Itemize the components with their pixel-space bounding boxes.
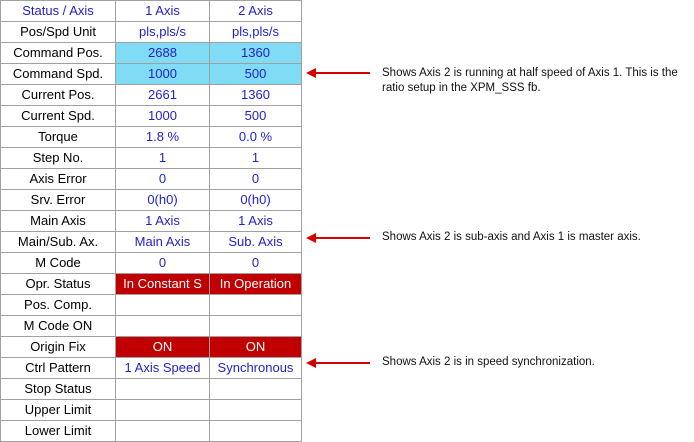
- axis1-value: pls,pls/s: [116, 22, 210, 43]
- axis1-value: 1000: [116, 106, 210, 127]
- table-row: [1, 148, 302, 169]
- axis2-value: 500: [210, 106, 302, 127]
- axis1-value: 2661: [116, 85, 210, 106]
- axis1-value: ON: [116, 337, 210, 358]
- table-header-row: [1, 1, 302, 22]
- row-label: Stop Status: [1, 379, 116, 400]
- row-label: Main/Sub. Ax.: [1, 232, 116, 253]
- table-row: [1, 64, 302, 85]
- table-row: [1, 316, 302, 337]
- axis2-value: Synchronous: [210, 358, 302, 379]
- table-row: [1, 106, 302, 127]
- axis2-value: 1 Axis: [210, 211, 302, 232]
- row-label: Command Pos.: [1, 43, 116, 64]
- arrow-line: [314, 237, 370, 239]
- axis1-value: [116, 421, 210, 442]
- axis1-value: 0: [116, 253, 210, 274]
- axis1-value: 0: [116, 169, 210, 190]
- axis2-value: 0.0 %: [210, 127, 302, 148]
- row-label: Current Pos.: [1, 85, 116, 106]
- table-row: [1, 169, 302, 190]
- header-status-axis: Status / Axis: [1, 1, 116, 22]
- axis1-value: [116, 316, 210, 337]
- row-label: M Code: [1, 253, 116, 274]
- header-axis-2: 2 Axis: [210, 1, 302, 22]
- axis2-value: 1: [210, 148, 302, 169]
- axis1-value: In Constant S: [116, 274, 210, 295]
- table-row: [1, 253, 302, 274]
- table-row: [1, 421, 302, 442]
- axis2-value: [210, 295, 302, 316]
- axis2-value: 0(h0): [210, 190, 302, 211]
- axis2-value: 0: [210, 169, 302, 190]
- table-row: [1, 211, 302, 232]
- axis1-value: [116, 295, 210, 316]
- axis2-value: In Operation: [210, 274, 302, 295]
- axis1-value: 1000: [116, 64, 210, 85]
- axis2-value: 500: [210, 64, 302, 85]
- axis1-value: 2688: [116, 43, 210, 64]
- row-label: Ctrl Pattern: [1, 358, 116, 379]
- annotation-text: Shows Axis 2 is in speed synchronization.: [382, 356, 595, 368]
- row-label: Torque: [1, 127, 116, 148]
- table-row: [1, 379, 302, 400]
- row-label: Axis Error: [1, 169, 116, 190]
- table-row: [1, 232, 302, 253]
- table-row: [1, 337, 302, 358]
- table-row: [1, 295, 302, 316]
- axis1-value: 1 Axis: [116, 211, 210, 232]
- arrow-line: [314, 72, 370, 74]
- table-row: [1, 274, 302, 295]
- row-label: Origin Fix: [1, 337, 116, 358]
- table-row: [1, 85, 302, 106]
- axis2-value: ON: [210, 337, 302, 358]
- axis2-value: 1360: [210, 85, 302, 106]
- table-row: [1, 400, 302, 421]
- row-label: Srv. Error: [1, 190, 116, 211]
- table-row: [1, 358, 302, 379]
- axis2-value: pls,pls/s: [210, 22, 302, 43]
- row-label: Step No.: [1, 148, 116, 169]
- axis2-value: [210, 421, 302, 442]
- axis1-value: 1: [116, 148, 210, 169]
- row-label: Command Spd.: [1, 64, 116, 85]
- annotation-text: Shows Axis 2 is running at half speed of Axis 1. This is the ratio setup in the XPM_SSS fb.: [382, 67, 678, 94]
- axis2-value: [210, 400, 302, 421]
- row-label: Opr. Status: [1, 274, 116, 295]
- table-row: [1, 43, 302, 64]
- axis-status-table: [0, 0, 302, 442]
- row-label: Upper Limit: [1, 400, 116, 421]
- table-row: [1, 22, 302, 43]
- axis1-value: 0(h0): [116, 190, 210, 211]
- axis2-value: 0: [210, 253, 302, 274]
- axis1-value: 1.8 %: [116, 127, 210, 148]
- axis2-value: 1360: [210, 43, 302, 64]
- axis1-value: 1 Axis Speed: [116, 358, 210, 379]
- row-label: Lower Limit: [1, 421, 116, 442]
- row-label: Main Axis: [1, 211, 116, 232]
- arrow-line: [314, 362, 370, 364]
- axis1-value: [116, 400, 210, 421]
- axis1-value: Main Axis: [116, 232, 210, 253]
- row-label: Pos/Spd Unit: [1, 22, 116, 43]
- axis1-value: [116, 379, 210, 400]
- row-label: Current Spd.: [1, 106, 116, 127]
- annotation-text: Shows Axis 2 is sub-axis and Axis 1 is master axis.: [382, 231, 641, 243]
- axis2-value: Sub. Axis: [210, 232, 302, 253]
- header-axis-1: 1 Axis: [116, 1, 210, 22]
- table-row: [1, 127, 302, 148]
- axis2-value: [210, 379, 302, 400]
- row-label: Pos. Comp.: [1, 295, 116, 316]
- table-row: [1, 190, 302, 211]
- row-label: M Code ON: [1, 316, 116, 337]
- axis2-value: [210, 316, 302, 337]
